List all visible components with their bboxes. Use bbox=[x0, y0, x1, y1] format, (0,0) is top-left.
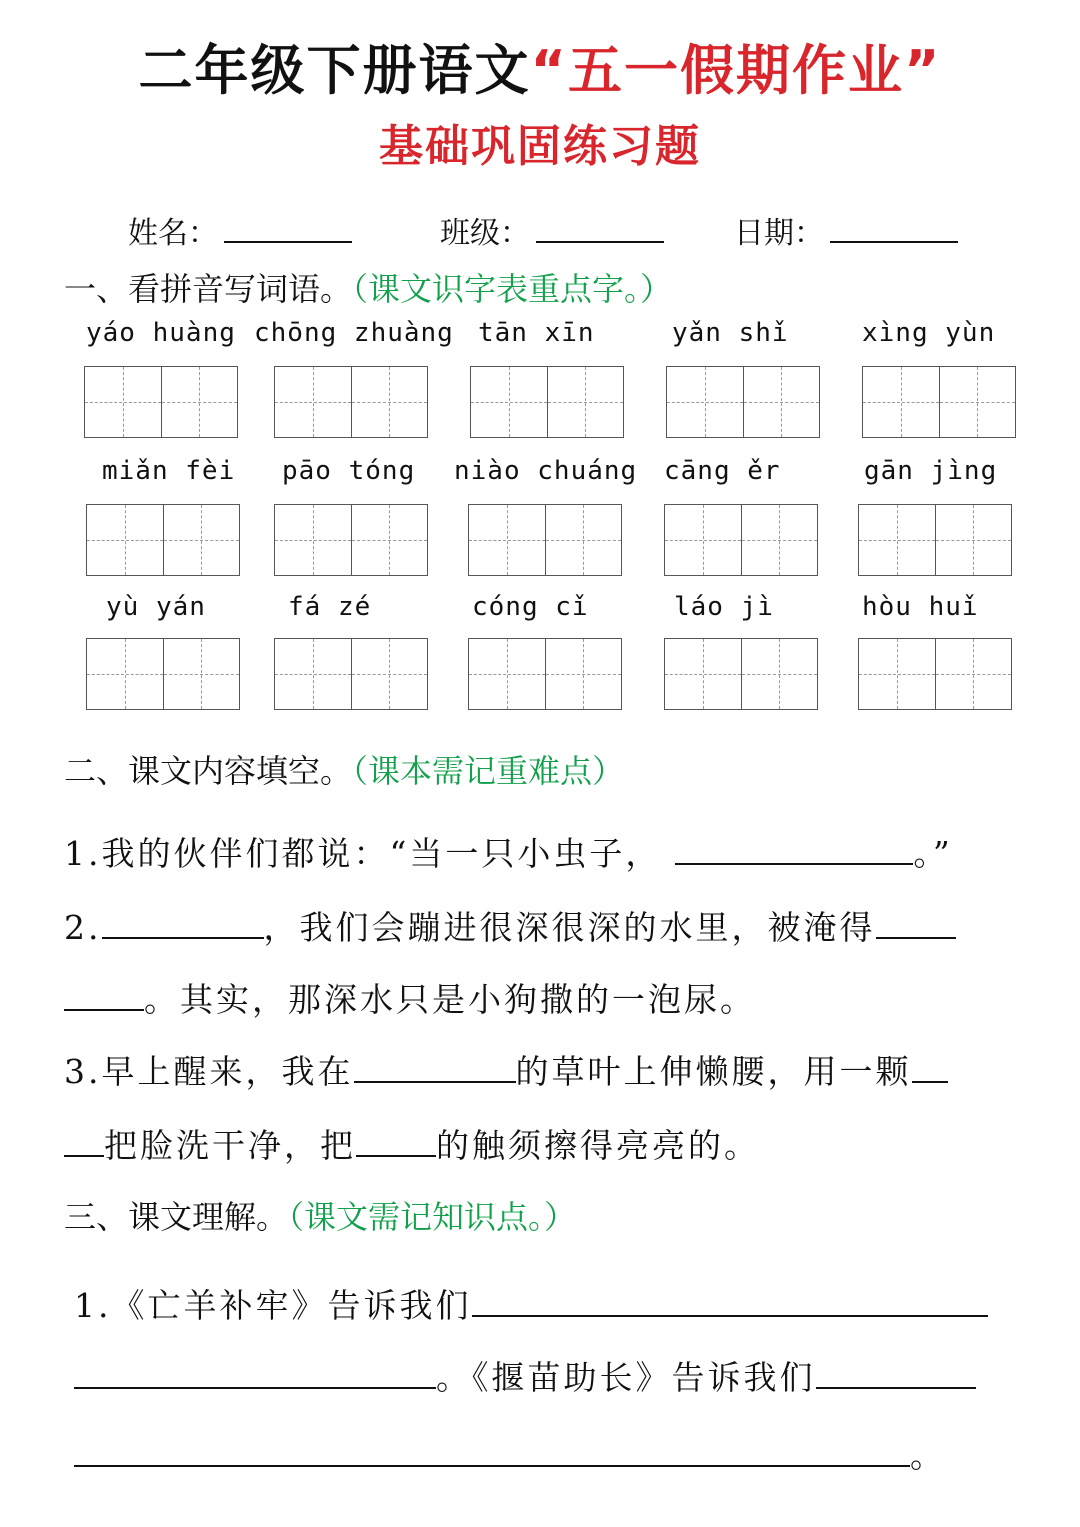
writing-grid[interactable] bbox=[664, 638, 818, 710]
q1-blank[interactable] bbox=[675, 833, 913, 865]
writing-grid[interactable] bbox=[274, 366, 428, 438]
class-blank[interactable] bbox=[536, 215, 664, 243]
fill-question-3-cont bbox=[64, 1120, 760, 1167]
section1-title bbox=[64, 264, 672, 310]
q2-blank-2[interactable] bbox=[876, 907, 956, 939]
grid-cell[interactable] bbox=[859, 505, 935, 575]
grid-cell[interactable] bbox=[87, 505, 163, 575]
grid-cell[interactable] bbox=[741, 505, 818, 575]
writing-grid[interactable] bbox=[86, 504, 240, 576]
grid-cell[interactable] bbox=[469, 505, 545, 575]
writing-grid[interactable] bbox=[858, 504, 1012, 576]
pinyin-item: hòu huǐ bbox=[862, 592, 979, 622]
s3q1-blank-1[interactable] bbox=[472, 1285, 988, 1317]
writing-grid[interactable] bbox=[86, 638, 240, 710]
page-subtitle: 基础巩固练习题 bbox=[379, 121, 701, 172]
fill-question-2-cont bbox=[64, 974, 756, 1021]
understanding-question-1-cont bbox=[74, 1352, 976, 1399]
s3q1-blank-1-cont[interactable] bbox=[74, 1357, 436, 1389]
q2-blank-1[interactable] bbox=[102, 907, 264, 939]
title-red: “五一假期作业” bbox=[530, 39, 942, 102]
page-title bbox=[0, 28, 1080, 105]
section2-heading: 二、课文内容填空。 bbox=[64, 752, 353, 790]
grid-cell[interactable] bbox=[545, 505, 622, 575]
grid-cell[interactable] bbox=[743, 367, 820, 437]
section3-title bbox=[64, 1192, 576, 1238]
grid-cell[interactable] bbox=[275, 367, 351, 437]
pinyin-item: xìng yùn bbox=[862, 318, 996, 348]
writing-grid[interactable] bbox=[858, 638, 1012, 710]
q3-blank-2[interactable] bbox=[912, 1051, 948, 1083]
class-label: 班级： bbox=[440, 216, 530, 251]
grid-cell[interactable] bbox=[667, 367, 743, 437]
writing-grid[interactable] bbox=[468, 504, 622, 576]
q3-text-b: 的草叶上伸懒腰，用一颗 bbox=[515, 1052, 912, 1091]
fill-question-3 bbox=[64, 1046, 948, 1093]
writing-grid[interactable] bbox=[274, 504, 428, 576]
grid-cell[interactable] bbox=[163, 639, 240, 709]
writing-grid[interactable] bbox=[470, 366, 624, 438]
pinyin-item: niào chuáng bbox=[454, 456, 638, 486]
q3-text-d: 的触须擦得亮亮的。 bbox=[436, 1126, 760, 1165]
grid-cell[interactable] bbox=[351, 367, 428, 437]
q1-text: 1.我的伙伴们都说：“当一只小虫子， bbox=[64, 834, 662, 873]
grid-cell[interactable] bbox=[939, 367, 1016, 437]
s3q1-text-a: 1.《亡羊补牢》告诉我们 bbox=[74, 1286, 472, 1325]
grid-cell[interactable] bbox=[351, 505, 428, 575]
section1-note: （课文识字表重点字。） bbox=[352, 270, 673, 308]
grid-cell[interactable] bbox=[935, 639, 1012, 709]
writing-grid[interactable] bbox=[664, 504, 818, 576]
writing-grid[interactable] bbox=[862, 366, 1016, 438]
s3q1-text-c: 。 bbox=[910, 1436, 946, 1475]
pinyin-item: yǎn shǐ bbox=[672, 318, 789, 348]
grid-cell[interactable] bbox=[351, 639, 428, 709]
pinyin-item: yáo huàng bbox=[86, 318, 236, 348]
pinyin-item: chōng zhuàng bbox=[254, 318, 454, 348]
writing-grid[interactable] bbox=[274, 638, 428, 710]
fill-question-1 bbox=[64, 828, 953, 875]
understanding-question-1-end bbox=[74, 1430, 946, 1477]
q3-text-c: 把脸洗干净，把 bbox=[104, 1126, 356, 1165]
title-black: 二年级下册语文 bbox=[138, 39, 531, 102]
writing-grid[interactable] bbox=[84, 366, 238, 438]
q3-text-a: 3.早上醒来，我在 bbox=[64, 1052, 354, 1091]
pinyin-item: yù yán bbox=[106, 592, 206, 622]
grid-cell[interactable] bbox=[87, 639, 163, 709]
s3q1-text-b: 。《揠苗助长》告诉我们 bbox=[436, 1358, 816, 1397]
pinyin-item: láo jì bbox=[674, 592, 774, 622]
pinyin-item: miǎn fèi bbox=[102, 456, 236, 486]
date-blank[interactable] bbox=[830, 215, 958, 243]
section2-note: （课本需记重难点） bbox=[352, 752, 625, 790]
grid-cell[interactable] bbox=[161, 367, 238, 437]
grid-cell[interactable] bbox=[275, 639, 351, 709]
pinyin-item: pāo tóng bbox=[282, 456, 416, 486]
pinyin-item: gān jìng bbox=[864, 456, 998, 486]
q1-end: 。” bbox=[913, 834, 953, 873]
grid-cell[interactable] bbox=[935, 505, 1012, 575]
q2-text: ，我们会蹦进很深很深的水里，被淹得 bbox=[263, 908, 876, 947]
q3-blank-1[interactable] bbox=[354, 1051, 516, 1083]
pinyin-item: cāng ěr bbox=[664, 456, 781, 486]
pinyin-item: tān xīn bbox=[478, 318, 595, 348]
understanding-question-1 bbox=[74, 1280, 988, 1327]
class-field[interactable] bbox=[440, 208, 664, 252]
writing-grid[interactable] bbox=[666, 366, 820, 438]
grid-cell[interactable] bbox=[471, 367, 547, 437]
q2-blank-2-cont[interactable] bbox=[64, 979, 144, 1011]
fill-question-2 bbox=[64, 902, 956, 949]
grid-cell[interactable] bbox=[547, 367, 624, 437]
grid-cell[interactable] bbox=[545, 639, 622, 709]
grid-cell[interactable] bbox=[863, 367, 939, 437]
pinyin-item: cóng cǐ bbox=[472, 592, 589, 622]
grid-cell[interactable] bbox=[163, 505, 240, 575]
q2-text-end: 。其实，那深水只是小狗撒的一泡尿。 bbox=[144, 980, 756, 1019]
date-field[interactable] bbox=[734, 208, 958, 252]
grid-cell[interactable] bbox=[665, 639, 741, 709]
s3q1-blank-2[interactable] bbox=[816, 1357, 976, 1389]
section3-heading: 三、课文理解。 bbox=[64, 1198, 289, 1236]
grid-cell[interactable] bbox=[665, 505, 741, 575]
pinyin-item: fá zé bbox=[288, 592, 372, 622]
section1-heading: 一、看拼音写词语。 bbox=[64, 270, 353, 308]
section3-note: （课文需记知识点。） bbox=[288, 1198, 577, 1236]
name-blank[interactable] bbox=[224, 215, 352, 243]
q3-blank-2-cont[interactable] bbox=[64, 1125, 104, 1157]
writing-grid[interactable] bbox=[468, 638, 622, 710]
grid-cell[interactable] bbox=[469, 639, 545, 709]
grid-cell[interactable] bbox=[275, 505, 351, 575]
grid-cell[interactable] bbox=[85, 367, 161, 437]
grid-cell[interactable] bbox=[741, 639, 818, 709]
section2-title bbox=[64, 746, 624, 792]
name-field[interactable] bbox=[128, 208, 352, 252]
date-label: 日期： bbox=[734, 216, 824, 251]
s3q1-blank-2-cont[interactable] bbox=[74, 1435, 910, 1467]
q3-blank-3[interactable] bbox=[356, 1125, 436, 1157]
q2-number: 2. bbox=[64, 908, 102, 947]
name-label: 姓名： bbox=[128, 216, 218, 251]
grid-cell[interactable] bbox=[859, 639, 935, 709]
